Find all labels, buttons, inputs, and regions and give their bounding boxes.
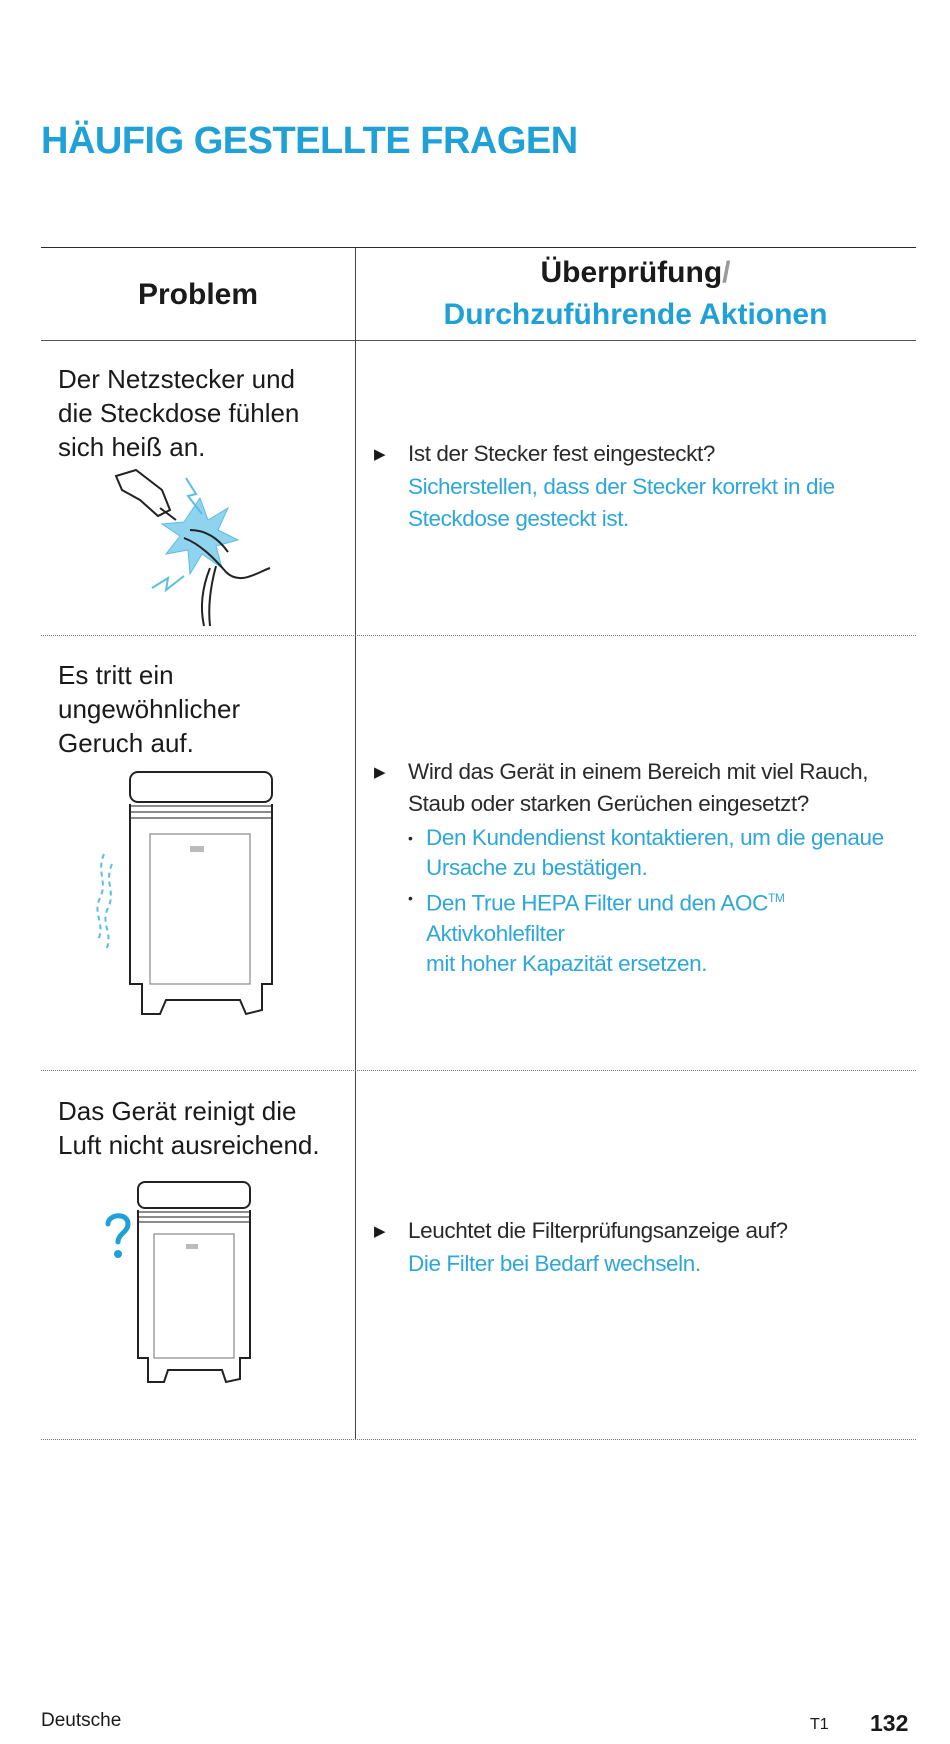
row-separator [41,635,916,636]
problem-1: Der Netzstecker und die Steckdose fühlen sich heiß an. [58,364,300,462]
header-problem: Problem [137,278,259,311]
page-title: HÄUFIG GESTELLTE FRAGEN [41,120,578,162]
air-purifier-odor-illustration [90,764,290,1044]
arrow-icon: ▶ [374,764,386,781]
header-actions-label: Durchzuführende Aktionen [443,298,828,331]
arrow-icon: ▶ [374,1223,386,1240]
header-check: Überprüfung [540,256,723,289]
page-number: 132 [870,1710,909,1736]
problem-2: Es tritt ein ungewöhnlicher Geruch auf. [58,660,241,758]
hot-plug-illustration [110,468,280,628]
footer-language: Deutsche [41,1710,122,1731]
header-actions [355,252,916,336]
action-3: ▶ Leuchtet die Filterprüfungsanzeige auf? Die Filter bei Bedarf wechseln. [374,1215,919,1280]
column-divider [355,248,356,1440]
air-purifier-question-illustration [100,1176,270,1406]
problem-3: Das Gerät reinigt die Luft nicht ausreichend. [58,1096,320,1160]
action-2: ▶ Wird das Gerät in einem Bereich mit viel Rauch, Staub oder starken Gerüchen eingesetzt? • Den Kundendienst kontaktieren, um die genaue Ursache zu bestätigen. • Den True HEPA Filter und den AOC™ Aktivkohlefilter mit hoher Kapazität ersetzen. [374,756,919,979]
footer-code: T1 [810,1716,829,1733]
arrow-icon: ▶ [374,446,386,463]
list-item: • Den True HEPA Filter und den AOC™ Aktivkohlefilter mit hoher Kapazität ersetzen. [408,890,785,976]
bullet-list [374,823,919,979]
row-separator [41,1439,916,1440]
action-1: ▶ Ist der Stecker fest eingesteckt? Sicherstellen, dass der Stecker korrekt in die Steckdose gesteckt ist. [374,438,919,535]
row-separator [41,1070,916,1071]
list-item: • Den Kundendienst kontaktieren, um die genaue Ursache zu bestätigen. [408,825,884,880]
header-slash: / [722,256,731,289]
